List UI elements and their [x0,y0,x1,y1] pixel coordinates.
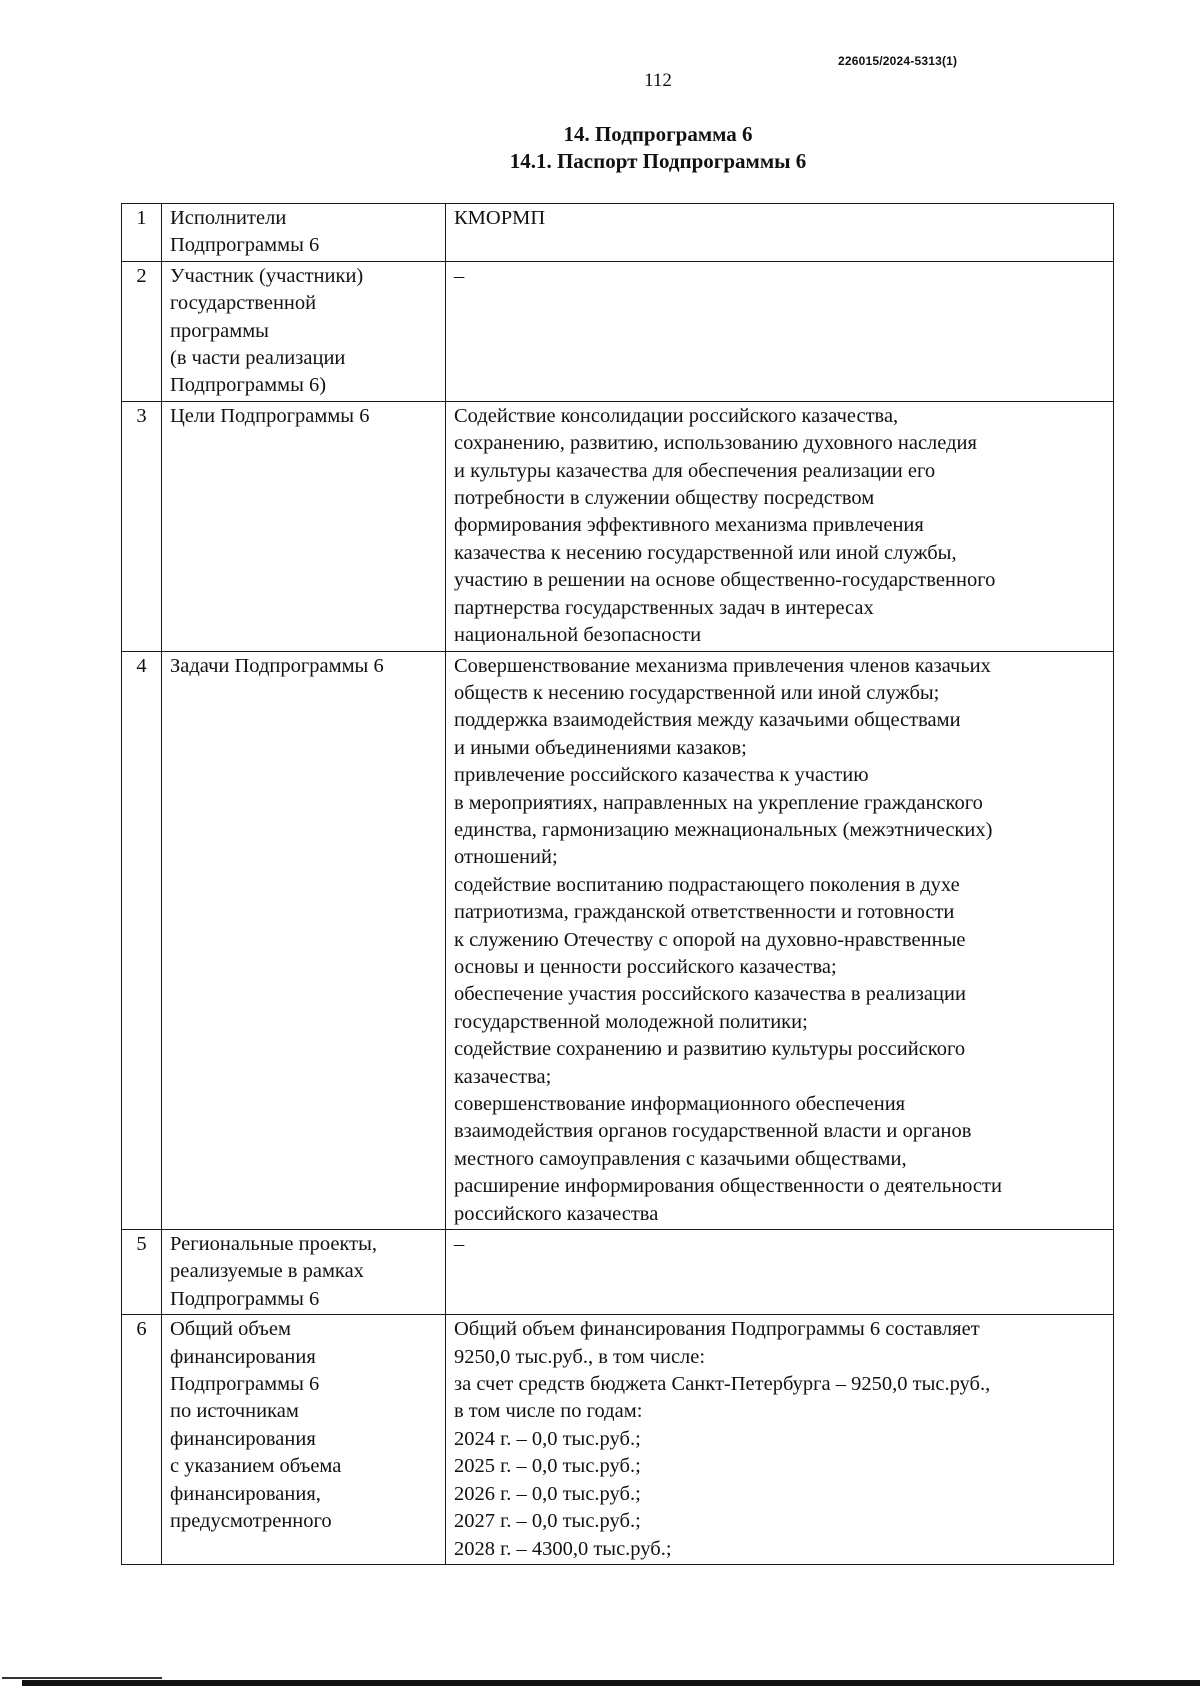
row-content-line: поддержка взаимодействия между казачьими обществами [454,709,961,732]
row-label [162,1230,446,1315]
row-label-line: (в части реализации [170,347,346,370]
table-row [122,261,1114,401]
row-number: 2 [122,261,162,401]
row-content-line: единства, гармонизацию межнациональных (межэтнических) [454,818,993,841]
row-label-line: Цели Подпрограммы 6 [170,404,370,427]
section-title: 14. Подпрограмма 6 [563,122,753,146]
row-label-line: финансирования [170,1345,316,1368]
row-label [162,651,446,1230]
row-content-line: национальной безопасности [454,624,702,647]
row-content-line: к служению Отечеству с опорой на духовно-нравственные [454,928,966,951]
row-number: 4 [122,651,162,1230]
passport-table-body [122,204,1114,1565]
row-label-line: государственной [170,292,317,315]
row-label [162,401,446,651]
row-label-line: Подпрограммы 6 [170,234,320,257]
row-content-line: казачества; [454,1065,552,1088]
scan-bottom-bar [22,1680,1200,1686]
table-row [122,401,1114,651]
scan-edge-line [2,1677,162,1679]
row-number: 6 [122,1315,162,1565]
row-content-line: 2026 г. – 0,0 тыс.руб.; [454,1482,641,1505]
row-content-line: основы и ценности российского казачества; [454,955,837,978]
row-content-line: взаимодействия органов государственной власти и органов [454,1120,972,1143]
row-content-line: – [454,1233,465,1256]
row-label [162,204,446,262]
row-label [162,261,446,401]
row-content [446,401,1114,651]
row-label-line: Участник (участники) [170,264,364,287]
row-content [446,261,1114,401]
row-content-line: – [454,264,465,287]
passport-table [121,203,1114,1565]
table-row [122,1315,1114,1565]
row-label-line: программы [170,319,269,342]
row-label-line: Подпрограммы 6 [170,1287,320,1310]
row-content-line: Совершенствование механизма привлечения членов казачьих [454,654,991,677]
section-heading [0,121,1200,175]
row-label-line: финансирования [170,1427,316,1450]
row-content-line: 2028 г. – 4300,0 тыс.руб.; [454,1537,672,1560]
row-content-line: отношений; [454,846,558,869]
row-content [446,204,1114,262]
row-content-line: 2025 г. – 0,0 тыс.руб.; [454,1455,641,1478]
row-content-line: казачества к несению государственной или иной службы, [454,541,957,564]
row-content-line: государственной молодежной политики; [454,1010,808,1033]
row-label-line: финансирования, [170,1482,321,1505]
row-content-line: содействие воспитанию подрастающего поколения в духе [454,873,960,896]
row-content-line: Содействие консолидации российского казачества, [454,404,899,427]
row-content-line: обществ к несению государственной или иной службы; [454,681,940,704]
row-content-line: патриотизма, гражданской ответственности и готовности [454,901,955,924]
section-subtitle: 14.1. Паспорт Подпрограммы 6 [509,149,807,173]
table-row [122,1230,1114,1315]
row-content-line: российского казачества [454,1202,659,1225]
row-content-line: 2027 г. – 0,0 тыс.руб.; [454,1510,641,1533]
row-content-line: 9250,0 тыс.руб., в том числе: [454,1345,706,1368]
page-number: 112 [644,70,672,91]
row-content-line: за счет средств бюджета Санкт-Петербурга – 9250,0 тыс.руб., [454,1373,991,1396]
row-content-line: совершенствование информационного обеспечения [454,1093,906,1115]
row-label-line: предусмотренного [170,1510,332,1533]
row-content-line: потребности в служении обществу посредством [454,487,875,510]
row-label-line: по источникам [170,1400,299,1423]
row-content-line: расширение информирования общественности о деятельности [454,1175,1002,1198]
row-content [446,1315,1114,1565]
row-label-line: Подпрограммы 6 [170,1373,320,1396]
row-content-line: 2024 г. – 0,0 тыс.руб.; [454,1427,641,1450]
table-row [122,651,1114,1230]
row-content-line: формирования эффективного механизма привлечения [454,514,924,537]
row-label-line: Региональные проекты, [170,1233,378,1256]
row-label [162,1315,446,1565]
row-number: 1 [122,204,162,262]
row-content-line: обеспечение участия российского казачества в реализации [454,983,966,1006]
row-content-line: местного самоуправления с казачьими обществами, [454,1147,907,1170]
row-content-line: в том числе по годам: [454,1400,643,1423]
row-label-line: реализуемые в рамках [170,1260,364,1283]
row-label-line: Общий объем [170,1318,291,1341]
row-content-line: привлечение российского казачества к участию [454,764,869,787]
row-label-line: Подпрограммы 6) [170,374,327,397]
row-content-line: участию в решении на основе общественно-государственного [454,569,996,592]
row-content-line: и иными объединениями казаков; [454,736,747,759]
row-label-line: Исполнители [170,207,287,229]
row-number: 5 [122,1230,162,1315]
row-content-line: КМОРМП [454,207,546,229]
row-content [446,651,1114,1230]
row-content-line: партнерства государственных задач в интересах [454,596,874,619]
row-label-line: Задачи Подпрограммы 6 [170,654,384,677]
document-registration-code: 226015/2024-5313(1) [838,54,958,68]
table-row [122,204,1114,262]
row-content-line: и культуры казачества для обеспечения реализации его [454,459,936,482]
row-content-line: в мероприятиях, направленных на укрепление гражданского [454,791,983,814]
row-content [446,1230,1114,1315]
row-number: 3 [122,401,162,651]
row-content-line: содействие сохранению и развитию культуры российского [454,1038,966,1061]
row-content-line: сохранению, развитию, использованию духовного наследия [454,432,977,455]
row-label-line: с указанием объема [170,1455,342,1478]
row-content-line: Общий объем финансирования Подпрограммы 6 составляет [454,1318,980,1341]
